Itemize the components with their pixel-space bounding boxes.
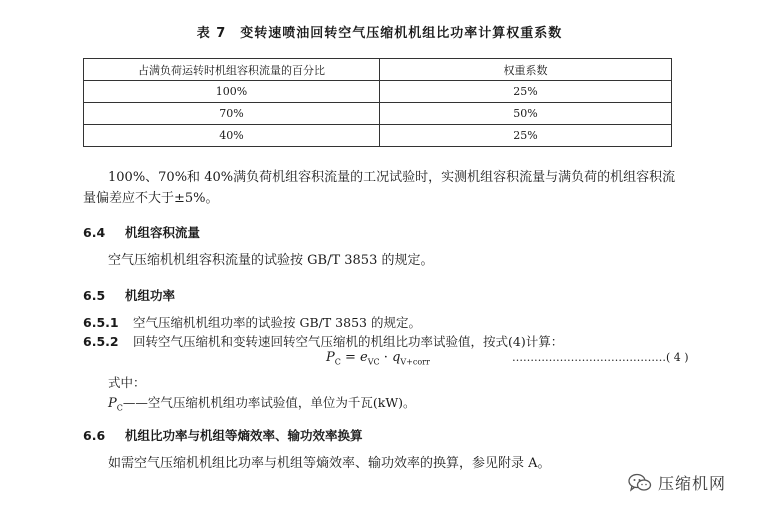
table-header-row (84, 59, 672, 81)
cell-weight: 25% (380, 81, 672, 103)
section-title: 机组容积流量 (125, 225, 201, 240)
wechat-icon (628, 473, 652, 493)
cell-flow-percentage: 40% (84, 125, 380, 147)
section-number: 6.5 (83, 288, 106, 303)
table-caption: 表 7 变转速喷油回转空气压缩机机组比功率计算权重系数 (196, 26, 563, 41)
equation-number: ( 4 ) (666, 351, 689, 364)
table-row (84, 81, 672, 103)
table-row (84, 125, 672, 147)
where-description: ——空气压缩机机组功率试验值，单位为千瓦(kW)。 (122, 395, 416, 410)
clause-text: 回转空气压缩机和变转速回转空气压缩机的机组比功率试验值，按式(4)计算： (133, 334, 564, 349)
paragraph-6-6: 如需空气压缩机机组比功率与机组等熵效率、输功效率的换算，参见附录 A。 (108, 456, 551, 471)
clause-6-5-1 (83, 313, 421, 331)
formula-equals: = (340, 350, 361, 365)
section-number: 6.4 (83, 225, 106, 240)
weight-coefficient-table (83, 58, 672, 147)
clause-number: 6.5.2 (83, 334, 119, 349)
paragraph-deviation-line1: 100%、70%和 40%满负荷机组容积流量的工况试验时，实测机组容积流量与满负荷的机组容积流 (108, 170, 676, 185)
header-weight-coefficient: 权重系数 (380, 59, 672, 81)
section-title: 机组功率 (125, 288, 176, 303)
section-number: 6.6 (83, 428, 106, 443)
clause-number: 6.5.1 (83, 315, 119, 330)
formula-dots: …………………………………… (512, 351, 666, 364)
clause-text: 空气压缩机机组功率的试验按 GB/T 3853 的规定。 (133, 315, 421, 330)
where-symbol-sub: C (116, 403, 123, 413)
clause-6-5-2 (83, 332, 563, 350)
cell-weight: 50% (380, 103, 672, 125)
cell-flow-percentage: 70% (84, 103, 380, 125)
where-definition (108, 392, 416, 420)
section-heading-6-5 (83, 286, 175, 304)
section-title: 机组比功率与机组等熵效率、输功效率换算 (125, 428, 363, 443)
table-row (84, 103, 672, 125)
where-symbol: P (108, 396, 117, 411)
formula-4 (326, 350, 430, 367)
header-flow-percentage: 占满负荷运转时机组容积流量的百分比 (84, 59, 380, 81)
formula-leader (512, 351, 689, 364)
section-heading-6-6 (83, 426, 363, 444)
paragraph-deviation-line2: 量偏差应不大于±5%。 (83, 191, 219, 206)
formula-lhs-sub: C (334, 357, 341, 367)
where-label: 式中： (108, 375, 146, 390)
cell-flow-percentage: 100% (84, 81, 380, 103)
formula-e: e (360, 350, 368, 365)
formula-q: q (392, 350, 401, 365)
section-heading-6-4 (83, 223, 200, 241)
cell-weight: 25% (380, 125, 672, 147)
watermark-text: 压缩机网 (658, 474, 727, 493)
watermark (628, 471, 726, 494)
formula-e-sub: VC (367, 357, 380, 367)
paragraph-6-4: 空气压缩机机组容积流量的试验按 GB/T 3853 的规定。 (108, 253, 434, 268)
formula-lhs: P (326, 350, 335, 365)
formula-dot: · (379, 350, 393, 365)
formula-q-sub: V+corr (400, 357, 430, 367)
